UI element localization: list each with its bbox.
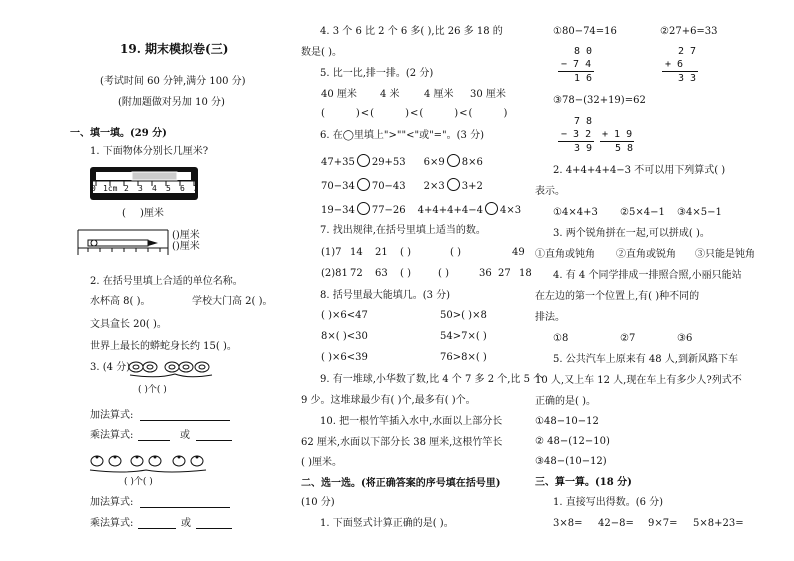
ruler-answer-open: ( xyxy=(122,208,126,219)
section-3-heading: 三、算一算。(18 分) xyxy=(535,477,632,488)
opt2-equation: ②27+6=33 xyxy=(660,26,718,37)
q10-line1: 10. 把一根竹竿插入水中,水面以上部分长 xyxy=(320,416,503,427)
section-2-heading: 二、选一选。(将正确答案的序号填在括号里) xyxy=(301,478,501,489)
q3-fruit-group-2 xyxy=(88,452,228,478)
q2-a: 水杯高 8( )。 xyxy=(90,296,151,307)
s2-q2-opt2[interactable]: ②5×4−1 xyxy=(620,207,665,218)
vertical1-top: 8 0 xyxy=(574,46,593,57)
q3-mul-line-1b[interactable] xyxy=(196,440,232,441)
s2-q3-opt3[interactable]: ③只能是钝角 xyxy=(695,249,755,260)
compare-circle[interactable] xyxy=(447,178,460,191)
q8-row1-a[interactable]: ( )×6<47 xyxy=(321,310,368,321)
q7-row2-blank2[interactable]: ( ) xyxy=(438,268,449,279)
q7-row2-f: 18 xyxy=(519,268,532,279)
s2-q5-opt3[interactable]: ③48−(10−12) xyxy=(535,456,607,467)
compare-circle[interactable] xyxy=(485,202,498,215)
s2-q3-opt1[interactable]: ①直角或钝角 xyxy=(535,249,595,260)
s2-q3-text: 3. 两个锐角拼在一起,可以拼成( )。 xyxy=(553,228,710,239)
q10-line3: ( )厘米。 xyxy=(301,457,342,468)
q7-row2-a: (2)81 xyxy=(321,268,348,279)
q3-add-line-1[interactable] xyxy=(140,420,230,421)
vertical1-bar xyxy=(558,71,594,72)
q5-item-3: 4 厘米 xyxy=(424,89,454,100)
s2-q4-line1: 4. 有 4 个同学排成一排照合照,小丽只能站 xyxy=(553,270,742,281)
q3-or-1: 或 xyxy=(180,430,190,441)
q7-row1-a: (1)7 xyxy=(321,247,342,258)
s2-q1-text: 1. 下面竖式计算正确的是( )。 xyxy=(320,518,454,529)
q7-row2-e: 27 xyxy=(498,268,511,279)
q3-fruit-group-1 xyxy=(128,358,218,380)
vertical3-sub: − 3 2 xyxy=(561,129,592,140)
s3-calc-4[interactable]: 5×8+23= xyxy=(693,518,744,529)
exam-info-time: (考试时间 60 分钟,满分 100 分) xyxy=(100,76,246,87)
q3-group1-answer: ( )个( ) xyxy=(138,385,167,395)
compare-circle[interactable] xyxy=(357,202,370,215)
s3-calc-3[interactable]: 9×7= xyxy=(648,518,678,529)
pencil-ruler-drawing xyxy=(78,230,178,264)
s2-q5-opt1[interactable]: ①48−10−12 xyxy=(535,416,599,427)
pencil-answer-2: ()厘米 xyxy=(172,241,200,252)
q3-add-line-2[interactable] xyxy=(140,507,230,508)
vertical3b-bar xyxy=(600,141,634,142)
ruler-label-4: 4 xyxy=(152,184,157,193)
pencil-answer-1: ()厘米 xyxy=(172,230,200,241)
s3-calc-2[interactable]: 42−8= xyxy=(598,518,634,529)
q7-row2-c: 63 xyxy=(375,268,388,279)
vertical3b-add: + 1 9 xyxy=(602,129,633,140)
s2-q3-opt2[interactable]: ②直角或锐角 xyxy=(616,249,676,260)
q2-b: 学校大门高 2( )。 xyxy=(192,296,273,307)
s2-q5-opt2[interactable]: ② 48−(12−10) xyxy=(535,436,610,447)
vertical3-top: 7 8 xyxy=(574,116,593,127)
s2-q5-line2: 10 人,又上车 12 人,现在车上有多少人?列式不 xyxy=(535,375,742,386)
s2-q4-opt1[interactable]: ①8 xyxy=(553,333,569,344)
q3-mul-label-2: 乘法算式: xyxy=(90,518,134,529)
q3-mul-line-2a[interactable] xyxy=(138,528,176,529)
q1-text: 1. 下面物体分别长几厘米? xyxy=(90,146,209,157)
q9-line1: 9. 有一堆球,小华数了数,比 4 个 7 多 2 个,比 5 个 xyxy=(320,374,544,385)
ruler-label-3: 3 xyxy=(138,184,143,193)
q7-row1-blank2[interactable]: ( ) xyxy=(450,247,461,258)
ruler-label-1: 1cm xyxy=(103,184,118,193)
opt3-equation: ③78−(32+19)=62 xyxy=(553,95,646,106)
s2-q2-opt1[interactable]: ①4×4+3 xyxy=(553,207,598,218)
q7-text: 7. 找出规律,在括号里填上适当的数。 xyxy=(320,225,486,236)
q5-order-blanks[interactable]: ( )<( )<( )<( ) xyxy=(321,108,509,119)
vertical1-result: 1 6 xyxy=(574,73,593,84)
ruler-answer-unit: )厘米 xyxy=(140,208,164,219)
compare-circle[interactable] xyxy=(357,154,370,167)
q8-text: 8. 括号里最大能填几。(3 分) xyxy=(320,290,451,301)
q8-row3-b[interactable]: 76>8×( ) xyxy=(440,352,487,363)
vertical3b-result: 5 8 xyxy=(615,143,634,154)
s2-q4-opt2[interactable]: ②7 xyxy=(620,333,636,344)
s3-calc-1[interactable]: 3×8= xyxy=(553,518,583,529)
q3-mul-label-1: 乘法算式: xyxy=(90,430,134,441)
vertical3-result: 3 9 xyxy=(574,143,593,154)
q5-text: 5. 比一比,排一排。(2 分) xyxy=(320,68,434,79)
q5-item-1: 40 厘米 xyxy=(321,89,357,100)
q6-row-2[interactable]: 70−34 70−43 2×3 3+2 xyxy=(321,178,483,193)
page-title: 19. 期末模拟卷(三) xyxy=(120,42,229,56)
ruler-label-2: 2 xyxy=(124,184,129,193)
s2-q4-line2: 在左边的第一个位置上,有( )种不同的 xyxy=(535,291,700,302)
q5-item-2: 4 米 xyxy=(380,89,400,100)
q2-c: 文具盒长 20( )。 xyxy=(90,319,167,330)
q8-row2-a[interactable]: 8×( )<30 xyxy=(321,331,368,342)
vertical1-sub: − 7 4 xyxy=(561,59,592,70)
section-2-score: (10 分) xyxy=(301,497,335,508)
q3-group2-answer: ( )个( ) xyxy=(124,477,153,487)
compare-circle[interactable] xyxy=(447,154,460,167)
ruler-label-7: 7 xyxy=(193,184,198,193)
s2-q5-line1: 5. 公共汽车上原来有 48 人,到新风路下车 xyxy=(553,354,738,365)
q2-text: 2. 在括号里填上合适的单位名称。 xyxy=(90,276,243,287)
q6-row-3[interactable]: 19−34 77−26 4+4+4+4−4 4×3 xyxy=(321,202,521,217)
q10-line2: 62 厘米,水面以下部分长 38 厘米,这根竹竿长 xyxy=(301,437,503,448)
vertical2-top: 2 7 xyxy=(678,46,697,57)
vertical2-bar xyxy=(662,71,698,72)
compare-circle[interactable] xyxy=(357,178,370,191)
q4-line2: 数是( )。 xyxy=(301,47,342,58)
q7-row1-blank1[interactable]: ( ) xyxy=(400,247,411,258)
opt1-equation: ①80−74=16 xyxy=(553,26,617,37)
s2-q2-line1: 2. 4+4+4+4−3 不可以用下列算式( ) xyxy=(553,165,726,176)
s2-q5-line3: 正确的是( )。 xyxy=(535,396,596,407)
q3-add-label-2: 加法算式: xyxy=(90,497,134,508)
q8-row3-a[interactable]: ( )×6<39 xyxy=(321,352,368,363)
q9-line2: 9 少。这堆球最少有( )个,最多有( )个。 xyxy=(301,395,476,406)
ruler-label-5: 5 xyxy=(166,184,171,193)
q7-row1-c: 21 xyxy=(375,247,388,258)
q7-row2-d: 36 xyxy=(479,268,492,279)
q3-text: 3. (4 分) xyxy=(90,362,131,373)
exam-info-bonus: (附加题做对另加 10 分) xyxy=(118,97,225,108)
q6-text: 6. 在◯里填上">""<"或"="。(3 分) xyxy=(320,130,484,141)
q5-item-4: 30 厘米 xyxy=(470,89,506,100)
vertical3-bar xyxy=(558,141,594,142)
ruler-label-0: 0 xyxy=(91,184,96,193)
s2-q4-line3: 排法。 xyxy=(535,312,565,323)
vertical2-add: + 6 xyxy=(665,59,684,70)
q6-row-1[interactable]: 47+35 29+53 6×9 8×6 xyxy=(321,154,483,169)
q7-row1-b: 14 xyxy=(350,247,363,258)
s2-q2-opt3[interactable]: ③4×5−1 xyxy=(677,207,722,218)
s2-q4-opt3[interactable]: ③6 xyxy=(677,333,693,344)
vertical2-result: 3 3 xyxy=(678,73,697,84)
section-1-heading: 一、填一填。(29 分) xyxy=(70,128,167,139)
q7-row2-b: 72 xyxy=(350,268,363,279)
q7-row1-end: 49 xyxy=(512,247,525,258)
q8-row1-b[interactable]: 50>( )×8 xyxy=(440,310,487,321)
q7-row2-blank1[interactable]: ( ) xyxy=(400,268,411,279)
q3-or-2: 或 xyxy=(181,518,191,529)
s2-q2-line2: 表示。 xyxy=(535,186,565,197)
q3-mul-line-1a[interactable] xyxy=(138,440,170,441)
q3-add-label-1: 加法算式: xyxy=(90,410,134,421)
q8-row2-b[interactable]: 54>7×( ) xyxy=(440,331,487,342)
s3-q1-text: 1. 直接写出得数。(6 分) xyxy=(553,497,664,508)
q2-d: 世界上最长的蟒蛇身长约 15( )。 xyxy=(90,341,237,352)
q4-line1: 4. 3 个 6 比 2 个 6 多( ),比 26 多 18 的 xyxy=(320,26,503,37)
q3-mul-line-2b[interactable] xyxy=(196,528,232,529)
ruler-label-6: 6 xyxy=(180,184,185,193)
